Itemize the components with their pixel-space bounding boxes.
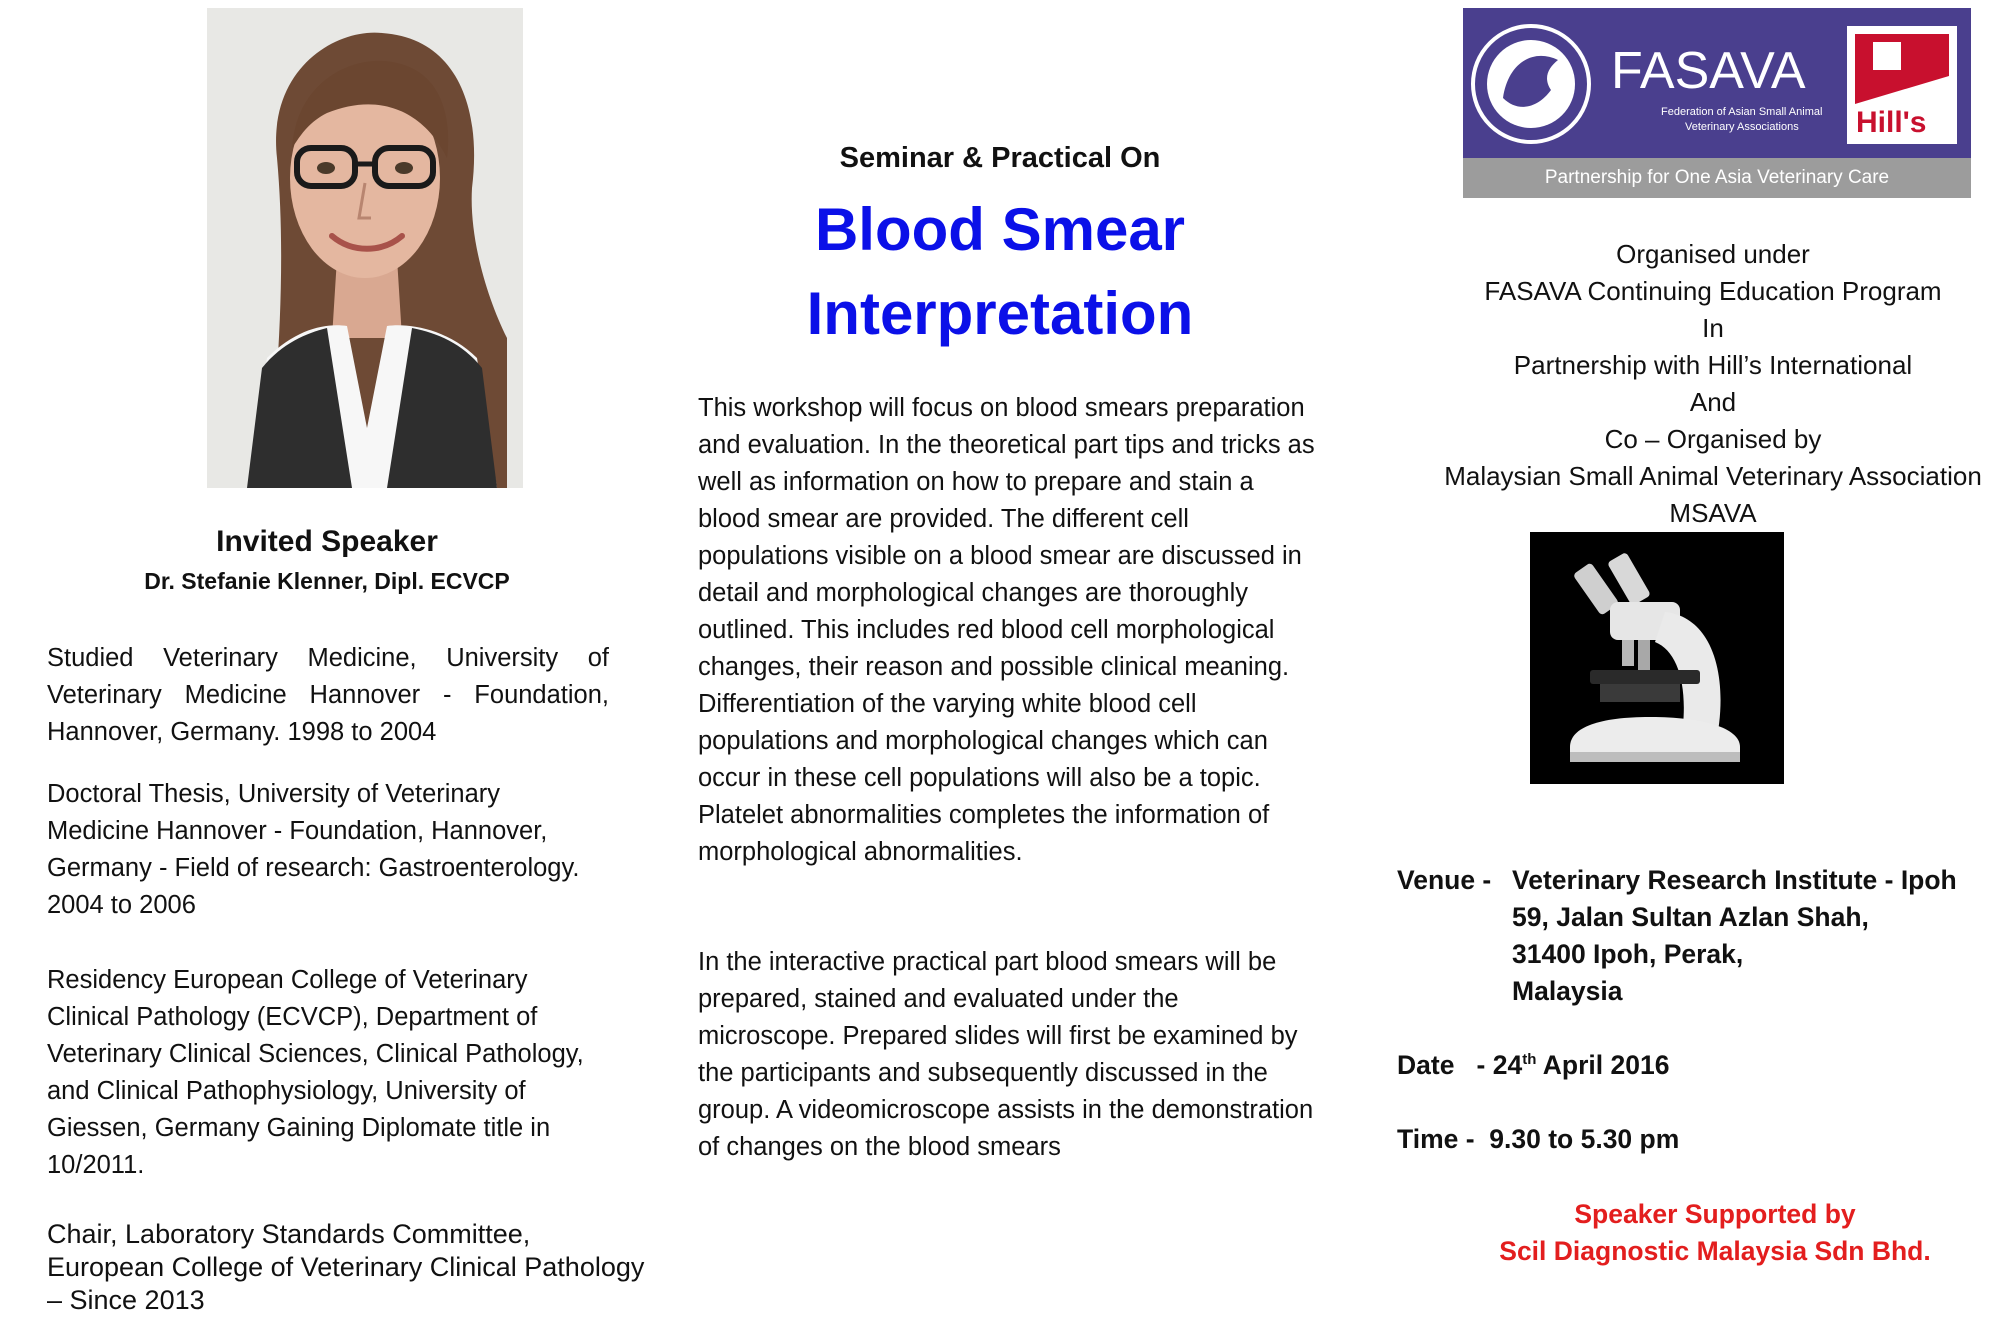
sponsor-block bbox=[1400, 1196, 2000, 1270]
course-title-line-1: Blood Smear bbox=[814, 196, 1186, 263]
course-title-line-2: Interpretation bbox=[806, 280, 1194, 347]
speaker-bio-chair: Chair, Laboratory Standards Committee, European College of Veterinary Clinical Pathology – Since 2013 bbox=[47, 1219, 645, 1315]
sponsor-line-1: Speaker Supported by bbox=[1574, 1199, 1856, 1229]
date-suffix-sup: th bbox=[1522, 1051, 1537, 1069]
speaker-portrait-illustration bbox=[207, 8, 523, 488]
seminar-label: Seminar & Practical On bbox=[839, 142, 1161, 174]
fasava-subtitle-1: Federation of Asian Small Animal bbox=[1661, 106, 1823, 118]
event-time: Time - 9.30 to 5.30 pm bbox=[1397, 1124, 1680, 1154]
organiser-line: In bbox=[1702, 313, 1724, 343]
speaker-bio-education: Studied Veterinary Medicine, University of Veterinary Medicine Hannover - Foundation, Hannover, Germany. 1998 to 2004 bbox=[47, 644, 609, 746]
venue-line: 59, Jalan Sultan Azlan Shah, bbox=[1512, 902, 1869, 932]
date-month-year: April 2016 bbox=[1536, 1050, 1670, 1080]
hills-wordmark: Hill's bbox=[1856, 106, 1927, 139]
fasava-subtitle-2: Veterinary Associations bbox=[1685, 121, 1799, 133]
course-title bbox=[700, 188, 1300, 356]
date-prefix: - 24 bbox=[1476, 1050, 1523, 1080]
venue-line: 31400 Ipoh, Perak, bbox=[1512, 939, 1744, 969]
organiser-line: Co – Organised by bbox=[1604, 424, 1822, 454]
fasava-wordmark: FASAVA bbox=[1611, 42, 1806, 100]
organiser-line: And bbox=[1689, 387, 1737, 417]
venue-line: Veterinary Research Institute - Ipoh bbox=[1512, 865, 1957, 895]
speaker-photo bbox=[207, 8, 523, 488]
invited-speaker-heading: Invited Speaker bbox=[216, 525, 438, 558]
organiser-line: FASAVA Continuing Education Program bbox=[1484, 276, 1942, 306]
sponsor-line-2: Scil Diagnostic Malaysia Sdn Bhd. bbox=[1499, 1236, 1931, 1266]
venue-line: Malaysia bbox=[1512, 976, 1623, 1006]
organiser-block bbox=[1370, 236, 2000, 532]
logo-tagline: Partnership for One Asia Veterinary Care bbox=[1544, 167, 1890, 188]
logo-tagline-strip bbox=[1463, 158, 1971, 198]
event-date bbox=[1397, 1047, 1669, 1084]
microscope-image bbox=[1530, 532, 1784, 784]
date-label: Date bbox=[1397, 1050, 1455, 1080]
organiser-line: MSAVA bbox=[1669, 498, 1757, 528]
speaker-bio-doctorate: Doctoral Thesis, University of Veterinary Medicine Hannover - Foundation, Hannover, Germany - Field of research: Gastroenterology. 2004 to 2006 bbox=[47, 780, 580, 919]
workshop-description-theory: This workshop will focus on blood smears preparation and evaluation. In the theoretical part tips and tricks as well as information on how to prepare and stain a blood smear are provided. The different cell populations visible on a blood smear are discussed in detail and morphological changes are thoroughly outlined. This includes red blood cell morphological changes, their reason and possible clinical meaning. Differentiation of the varying white blood cell populations and morphological changes which can occur in these cell populations will also be a topic. Platelet abnormalities completes the information of morphological abnormalities. bbox=[698, 394, 1315, 866]
organiser-line: Organised under bbox=[1616, 239, 1810, 269]
workshop-description-practical: In the interactive practical part blood smears will be prepared, stained and evaluated under the microscope. Prepared slides will first be examined by the participants and subsequently discussed in the group. A videomicroscope assists in the demonstration of changes on the blood smears bbox=[698, 948, 1314, 1161]
organiser-line: Malaysian Small Animal Veterinary Association bbox=[1444, 461, 1982, 491]
speaker-bio-residency: Residency European College of Veterinary Clinical Pathology (ECVCP), Department of Veterinary Clinical Sciences, Clinical Pathology, and Clinical Pathophysiology, University of Giessen, Germany Gaining Diplomate title in 10/2011. bbox=[47, 966, 584, 1179]
speaker-name: Dr. Stefanie Klenner, Dipl. ECVCP bbox=[144, 568, 510, 594]
venue-label: Venue - bbox=[1397, 865, 1492, 895]
organiser-line: Partnership with Hill’s International bbox=[1513, 350, 1913, 380]
venue-address bbox=[1512, 862, 1957, 1010]
microscope-icon bbox=[1530, 532, 1784, 784]
